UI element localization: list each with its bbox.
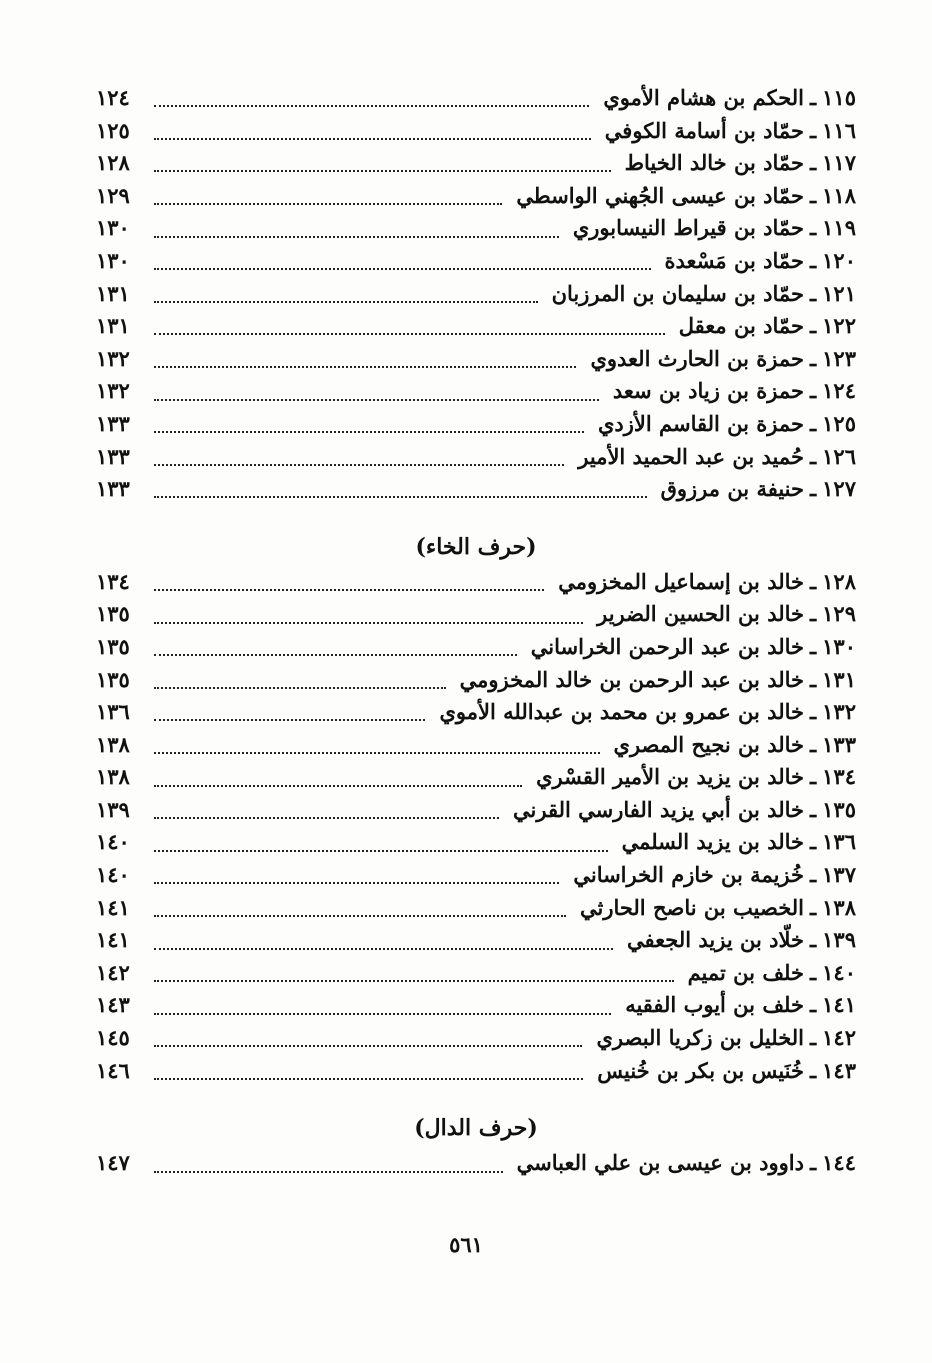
entry-page: ١٣٩ [96, 796, 130, 822]
entry-name: خلف بن تميم [687, 959, 804, 985]
entry-page: ١٣٠ [96, 215, 130, 241]
entry-number: ١٤٤ [822, 1150, 856, 1176]
entry-page: ١٣٣ [96, 476, 130, 502]
entry-page: ١٣٨ [96, 764, 130, 790]
index-entry [96, 631, 856, 664]
entry-page: ١٤٢ [96, 959, 130, 985]
index-entry [96, 245, 856, 278]
dot-leader [154, 687, 446, 689]
entry-separator: ـ [810, 731, 817, 757]
dot-leader [154, 301, 538, 303]
entry-page: ١٤٠ [96, 862, 130, 888]
index-entry [96, 859, 856, 892]
entry-name: حمزة بن القاسم الأزدي [597, 410, 804, 436]
index-entry [96, 212, 856, 245]
entry-separator: ـ [810, 215, 817, 241]
entry-separator: ـ [810, 150, 817, 176]
index-entry [96, 989, 856, 1022]
entry-separator: ـ [810, 280, 817, 306]
entry-number: ١١٥ [822, 85, 856, 110]
entry-separator: ـ [810, 476, 817, 502]
dot-leader [154, 431, 584, 433]
dot-leader [154, 203, 502, 205]
entry-name: حمّاد بن خالد الخياط [624, 150, 804, 176]
index-entry [96, 180, 856, 213]
entry-number: ١٢٥ [822, 410, 856, 436]
entry-name: حمّاد بن قيراط النيسابوري [572, 215, 804, 241]
entry-separator: ـ [810, 1057, 817, 1083]
entry-separator: ـ [810, 182, 817, 208]
entry-name: خلّاد بن يزيد الجعفي [627, 927, 804, 953]
dot-leader [154, 333, 665, 335]
entry-page: ١٣٥ [96, 666, 130, 692]
entry-page: ١٢٥ [96, 117, 130, 143]
index-entry [96, 1147, 856, 1180]
entry-name: حُميد بن عبد الحميد الأمير [578, 443, 804, 469]
entry-separator: ـ [810, 410, 817, 436]
entry-separator: ـ [810, 85, 817, 110]
section-heading-kha: (حرف الخاء) [415, 533, 537, 560]
entry-number: ١٢٦ [822, 443, 856, 469]
entry-separator: ـ [810, 959, 817, 985]
page-number: ٥٦١ [449, 1232, 483, 1257]
dot-leader [154, 850, 608, 852]
entry-page: ١٣١ [96, 280, 130, 306]
entry-page: ١٤١ [96, 927, 130, 953]
entry-name: خالد بن عبد الرحمن الخراساني [530, 633, 804, 659]
dot-leader [154, 948, 613, 950]
entry-separator: ـ [810, 862, 817, 888]
entry-page: ١٤٣ [96, 992, 130, 1018]
entry-number: ١٢٤ [822, 378, 856, 404]
index-entry [96, 441, 856, 474]
entry-separator: ـ [810, 894, 817, 920]
index-entry [96, 566, 856, 599]
entry-number: ١٤٣ [822, 1057, 856, 1083]
entry-number: ١٣٨ [822, 894, 856, 920]
entry-number: ١٣٩ [822, 927, 856, 953]
index-entry [96, 82, 856, 115]
entry-name: خالد بن عبد الرحمن بن خالد المخزومي [459, 666, 804, 692]
entry-number: ١٣٠ [822, 633, 856, 659]
index-entry [96, 696, 856, 729]
entry-number: ١٢٣ [822, 345, 856, 371]
entry-name: حمزة بن زياد بن سعد [612, 378, 804, 404]
entry-name: الخليل بن زكريا البصري [596, 1025, 804, 1051]
entry-page: ١٣٣ [96, 410, 130, 436]
entry-number: ١٢٩ [822, 601, 856, 627]
index-entry [96, 408, 856, 441]
entry-number: ١١٦ [822, 117, 856, 143]
index-entry [96, 278, 856, 311]
entry-name: خُزيمة بن خازم الخراساني [573, 862, 804, 888]
dot-leader [154, 1171, 503, 1173]
dot-leader [154, 980, 674, 982]
entry-name: خلف بن أيوب الفقيه [625, 992, 804, 1018]
index-entry [96, 310, 856, 343]
index-entry [96, 598, 856, 631]
entry-page: ١٤٧ [96, 1150, 130, 1176]
dot-leader [154, 1045, 582, 1047]
entry-number: ١٤١ [822, 992, 856, 1018]
entry-page: ١٤٦ [96, 1057, 130, 1083]
entry-number: ١٢٠ [822, 247, 856, 273]
dot-leader [154, 915, 566, 917]
entry-number: ١٤٠ [822, 959, 856, 985]
entry-separator: ـ [810, 1025, 817, 1051]
entry-separator: ـ [810, 666, 817, 692]
entry-name: الخصيب بن ناصح الحارثي [579, 894, 804, 920]
entry-page: ١٢٨ [96, 150, 130, 176]
dot-leader [154, 399, 599, 401]
entry-page: ١٣٥ [96, 601, 130, 627]
entry-separator: ـ [810, 992, 817, 1018]
index-entry [96, 924, 856, 957]
dot-leader [154, 752, 600, 754]
entry-name: الحكم بن هشام الأموي [603, 85, 804, 110]
entry-page: ١٣٢ [96, 345, 130, 371]
entry-separator: ـ [810, 568, 817, 594]
dot-leader [154, 719, 425, 721]
index-entry [96, 957, 856, 990]
entry-name: خُنَيس بن بكر بن خُنيس [597, 1057, 804, 1083]
entry-name: حمّاد بن أسامة الكوفي [604, 117, 804, 143]
dot-leader [154, 622, 583, 624]
dot-leader [154, 817, 499, 819]
dot-leader [154, 1078, 583, 1080]
dot-leader [154, 268, 651, 270]
index-entry [96, 115, 856, 148]
index-page [96, 82, 856, 1180]
dot-leader [154, 1013, 611, 1015]
dot-leader [154, 654, 517, 656]
section-kha [96, 566, 856, 1088]
entry-name: حمّاد بن عيسى الجُهني الواسطي [516, 182, 804, 208]
entry-page: ١٣٠ [96, 247, 130, 273]
entry-number: ١٣٤ [822, 764, 856, 790]
entry-number: ١٣٢ [822, 699, 856, 725]
entry-name: خالد بن يزيد السلمي [621, 829, 804, 855]
dot-leader [154, 236, 559, 238]
entry-separator: ـ [810, 927, 817, 953]
dot-leader [154, 785, 522, 787]
index-entry [96, 343, 856, 376]
entry-name: خالد بن عمرو بن محمد بن عبدالله الأموي [439, 699, 804, 725]
dot-leader [154, 366, 576, 368]
entry-separator: ـ [810, 633, 817, 659]
entry-separator: ـ [810, 313, 817, 339]
entry-separator: ـ [810, 764, 817, 790]
entry-separator: ـ [810, 829, 817, 855]
entry-name: داوود بن عيسى بن علي العباسي [516, 1150, 804, 1176]
entry-page: ١٣١ [96, 313, 130, 339]
entry-number: ١٢١ [822, 280, 856, 306]
entry-separator: ـ [810, 378, 817, 404]
section-ha [96, 82, 856, 506]
entry-name: حمّاد بن سليمان بن المرزبان [551, 280, 804, 306]
dot-leader [154, 105, 589, 107]
entry-number: ١٣٣ [822, 731, 856, 757]
dot-leader [154, 464, 564, 466]
entry-separator: ـ [810, 247, 817, 273]
entry-page: ١٣٥ [96, 633, 130, 659]
entry-page: ١٤١ [96, 894, 130, 920]
entry-number: ١٢٢ [822, 313, 856, 339]
entry-number: ١١٩ [822, 215, 856, 241]
entry-name: خالد بن نجيح المصري [613, 731, 804, 757]
index-entry [96, 1022, 856, 1055]
entry-page: ١٣٤ [96, 568, 130, 594]
index-entry [96, 473, 856, 506]
entry-number: ١١٨ [822, 182, 856, 208]
entry-page: ١٣٣ [96, 443, 130, 469]
entry-name: حمّاد بن معقل [678, 313, 804, 339]
entry-number: ١٣٥ [822, 796, 856, 822]
entry-name: خالد بن إسماعيل المخزومي [558, 568, 804, 594]
dot-leader [154, 496, 647, 498]
entry-number: ١٢٨ [822, 568, 856, 594]
entry-number: ١١٧ [822, 150, 856, 176]
entry-name: حنيفة بن مرزوق [660, 476, 804, 502]
section-heading-dal: (حرف الدال) [414, 1115, 538, 1142]
entry-name: حمزة بن الحارث العدوي [590, 345, 804, 371]
index-entry [96, 892, 856, 925]
entry-page: ١٢٤ [96, 85, 130, 110]
entry-page: ١٤٠ [96, 829, 130, 855]
index-entry [96, 375, 856, 408]
section-dal [96, 1147, 856, 1180]
entry-number: ١٣١ [822, 666, 856, 692]
index-entry [96, 147, 856, 180]
entry-page: ١٣٦ [96, 699, 130, 725]
entry-page: ١٢٩ [96, 182, 130, 208]
index-entry [96, 794, 856, 827]
dot-leader [154, 589, 544, 591]
entry-number: ١٣٧ [822, 862, 856, 888]
entry-name: خالد بن يزيد بن الأمير القسْري [536, 764, 804, 790]
entry-page: ١٣٨ [96, 731, 130, 757]
index-entry [96, 729, 856, 762]
entry-page: ١٣٢ [96, 378, 130, 404]
entry-number: ١٢٧ [822, 476, 856, 502]
entry-name: خالد بن الحسين الضرير [597, 601, 804, 627]
entry-number: ١٣٦ [822, 829, 856, 855]
index-entry [96, 1055, 856, 1088]
index-entry [96, 664, 856, 697]
entry-name: خالد بن أبي يزيد الفارسي القرني [513, 796, 804, 822]
index-entry [96, 761, 856, 794]
entry-separator: ـ [810, 796, 817, 822]
entry-separator: ـ [810, 1150, 817, 1176]
entry-page: ١٤٥ [96, 1025, 130, 1051]
entry-separator: ـ [810, 699, 817, 725]
entry-name: حمّاد بن مَسْعدة [664, 247, 804, 273]
entry-separator: ـ [810, 443, 817, 469]
entry-separator: ـ [810, 345, 817, 371]
dot-leader [154, 170, 611, 172]
dot-leader [154, 882, 559, 884]
entry-separator: ـ [810, 117, 817, 143]
entry-number: ١٤٢ [822, 1025, 856, 1051]
entry-separator: ـ [810, 601, 817, 627]
index-entry [96, 826, 856, 859]
dot-leader [154, 138, 591, 140]
